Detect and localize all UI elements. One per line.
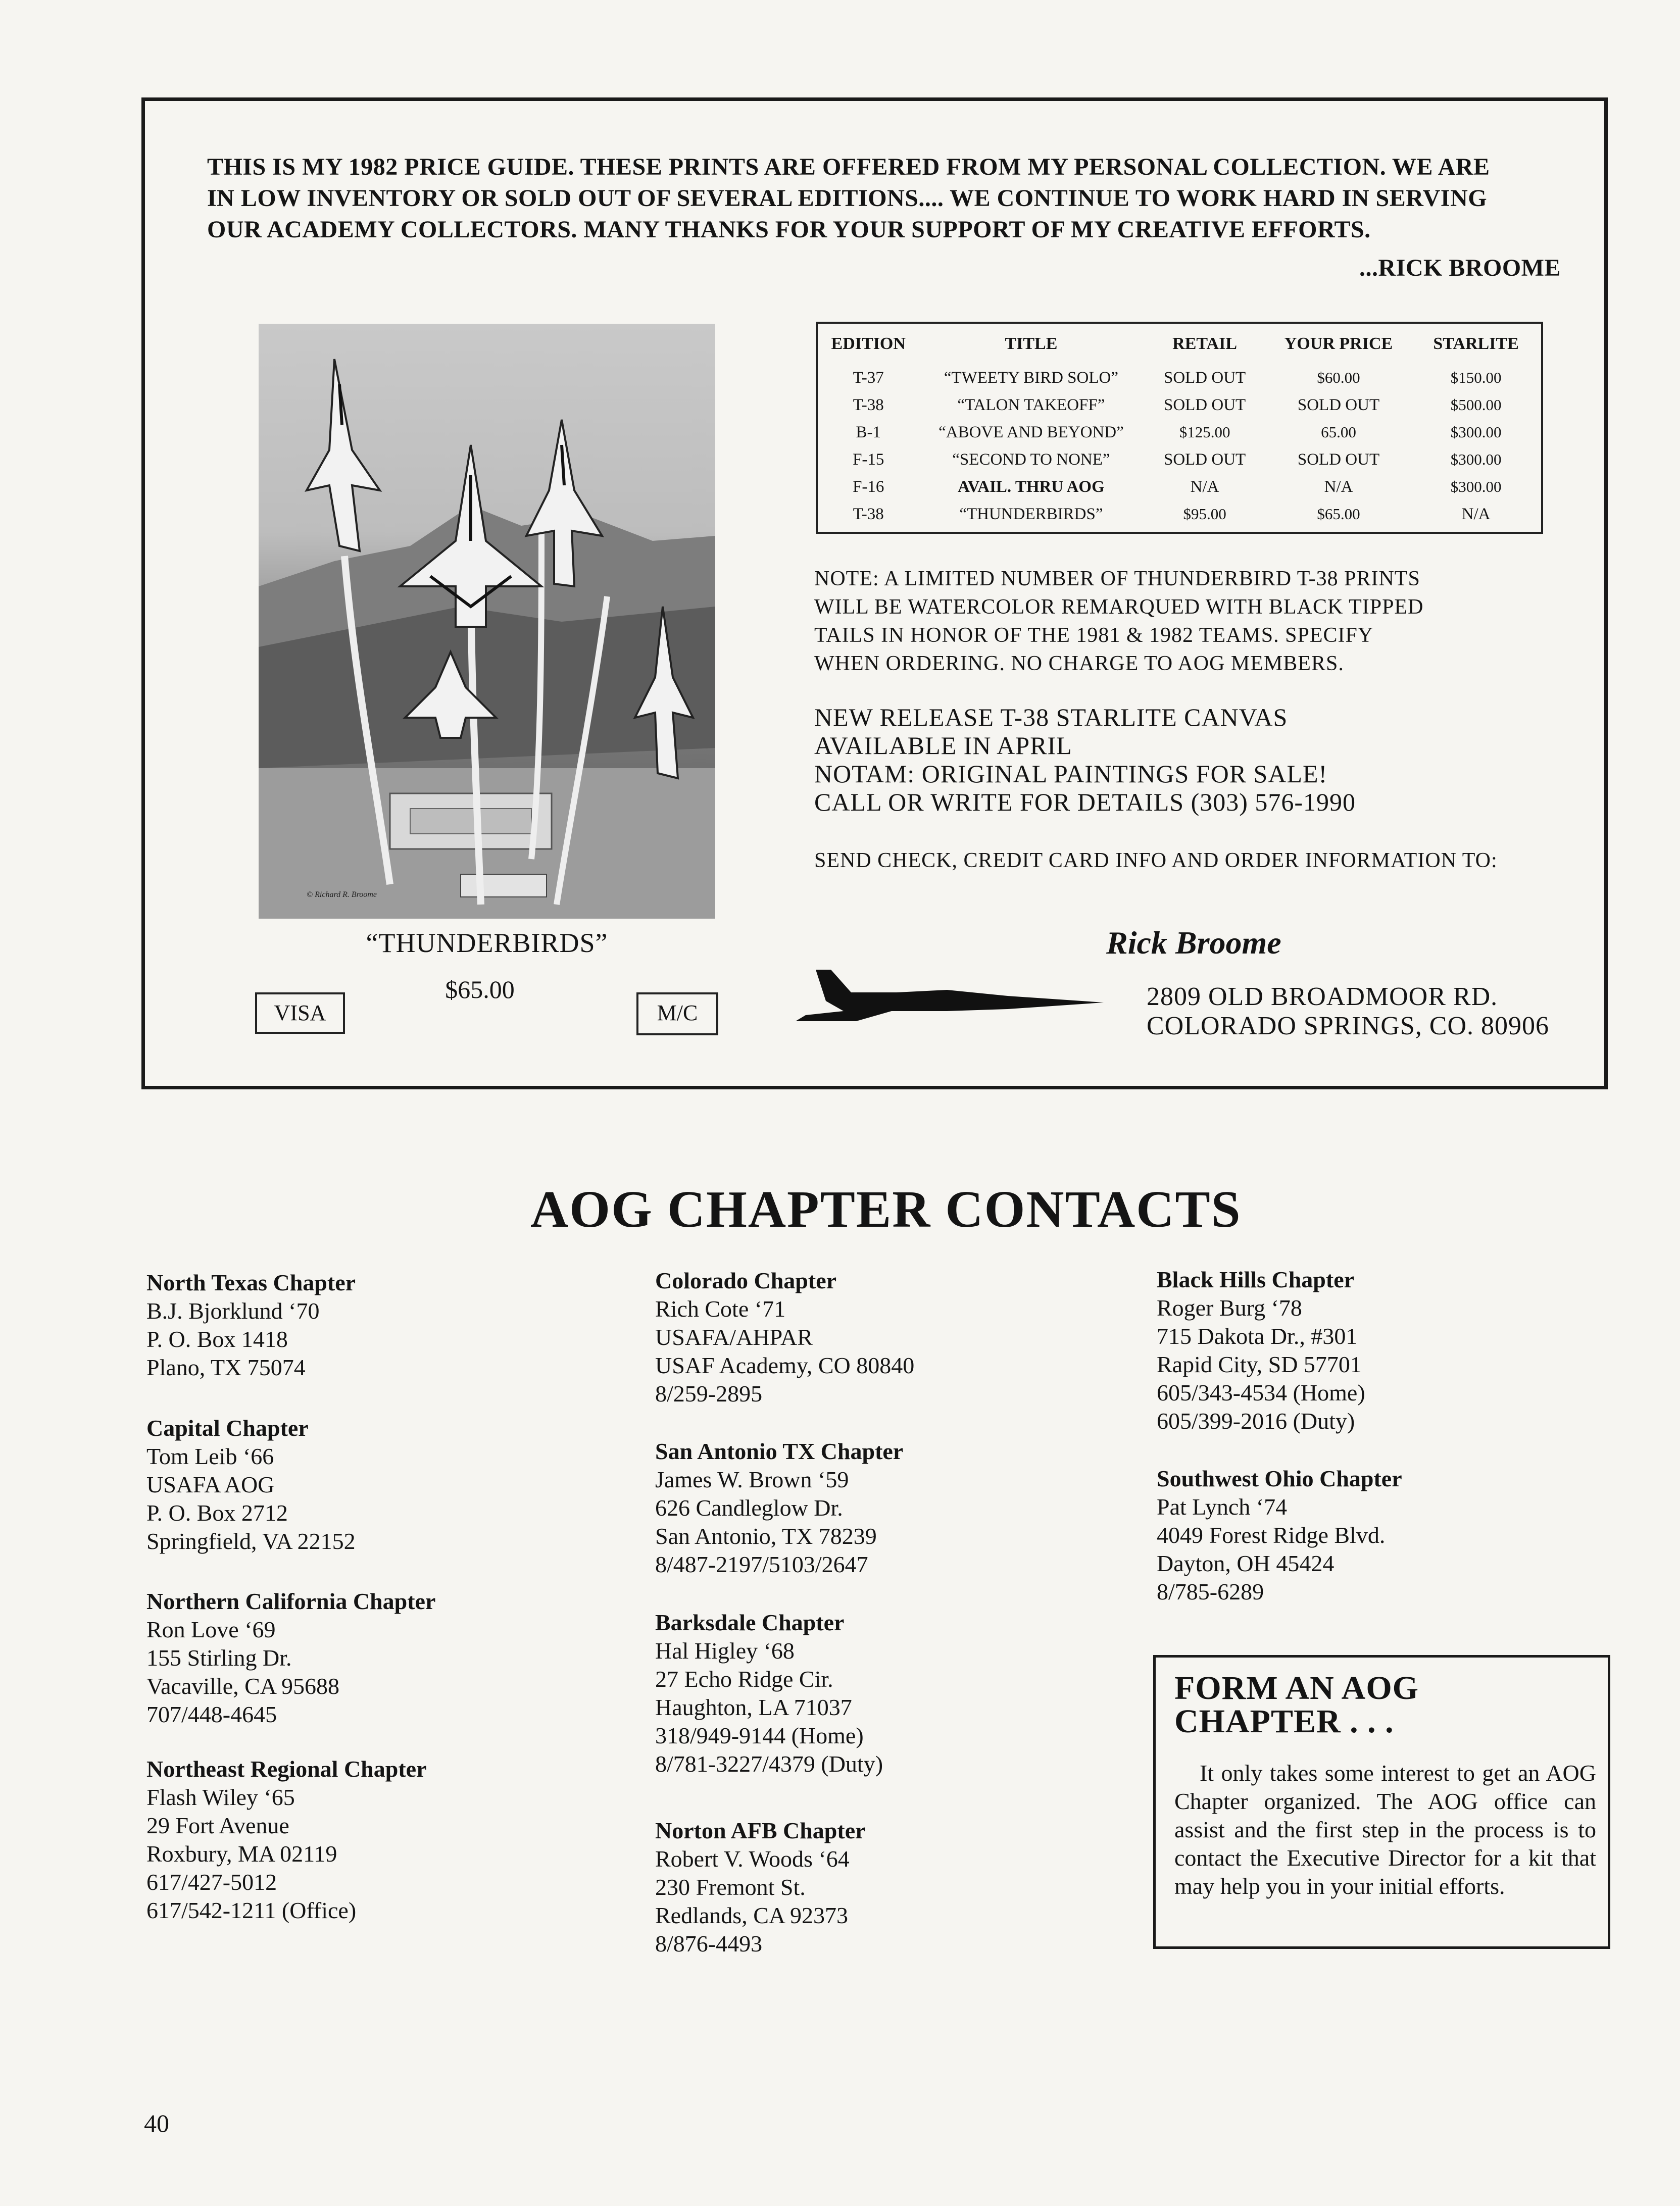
table-cell: N/A	[1324, 477, 1353, 496]
table-cell: $150.00	[1450, 369, 1502, 386]
chapter-san-antonio	[655, 1437, 1100, 1579]
table-cell: AVAIL. THRU AOG	[958, 477, 1105, 496]
table-row	[818, 391, 1541, 419]
table-header-row	[818, 324, 1541, 364]
note-line: TAILS IN HONOR OF THE 1981 & 1982 TEAMS. SPECIFY	[814, 624, 1374, 647]
chapter-line: USAFA AOG	[146, 1472, 275, 1497]
form-title-line: CHAPTER . . .	[1174, 1703, 1394, 1740]
chapter-line: Rich Cote ‘71	[655, 1296, 786, 1322]
print-title: “THUNDERBIRDS”	[366, 928, 608, 958]
chapter-line: USAFA/AHPAR	[655, 1324, 813, 1350]
column-header: YOUR PRICE	[1284, 334, 1393, 353]
address-line: 2809 OLD BROADMOOR RD.	[1147, 982, 1498, 1011]
table-cell: SOLD OUT	[1297, 450, 1380, 469]
table-cell: “THUNDERBIRDS”	[959, 505, 1103, 523]
artwork-signature: © Richard R. Broome	[307, 890, 377, 899]
page-title: AOG CHAPTER CONTACTS	[530, 1180, 1242, 1238]
table-cell: SOLD OUT	[1163, 450, 1246, 469]
chapter-line: Roxbury, MA 02119	[146, 1841, 337, 1867]
chapter-line: 155 Stirling Dr.	[146, 1645, 292, 1671]
chapter-line: James W. Brown ‘59	[655, 1467, 849, 1492]
signoff: ...RICK BROOME	[1359, 255, 1561, 281]
intro-line: THIS IS MY 1982 PRICE GUIDE. THESE PRINTS ARE OFFERED FROM MY PERSONAL COLLECTION. WE ARE	[207, 154, 1490, 180]
chapter-line: 29 Fort Avenue	[146, 1813, 289, 1838]
chapter-line: USAF Academy, CO 80840	[655, 1352, 915, 1378]
table-cell: T-38	[853, 505, 884, 523]
note-line: WILL BE WATERCOLOR REMARQUED WITH BLACK TIPPED	[814, 595, 1424, 619]
column-header: EDITION	[831, 334, 906, 353]
column-header: RETAIL	[1172, 334, 1238, 353]
chapter-line: 230 Fremont St.	[655, 1874, 806, 1900]
chapter-line: Redlands, CA 92373	[655, 1902, 849, 1928]
release-line: CALL OR WRITE FOR DETAILS (303) 576-1990	[814, 788, 1356, 816]
chapter-name: North Texas Chapter	[146, 1270, 356, 1295]
chapter-name: Northern California Chapter	[146, 1588, 436, 1614]
visa-box: VISA	[255, 992, 345, 1034]
chapter-name: Colorado Chapter	[655, 1268, 837, 1293]
table-row	[818, 419, 1541, 446]
release-line: NEW RELEASE T-38 STARLITE CANVAS	[814, 703, 1288, 731]
chapter-northern-california	[146, 1587, 591, 1729]
release-line: NOTAM: ORIGINAL PAINTINGS FOR SALE!	[814, 760, 1328, 788]
chapter-line: Flash Wiley ‘65	[146, 1784, 295, 1810]
chapter-line: 8/876-4493	[655, 1931, 763, 1957]
mastercard-box: M/C	[636, 992, 718, 1035]
chapter-north-texas	[146, 1269, 591, 1382]
chapter-black-hills	[1157, 1266, 1601, 1435]
page-number: 40	[144, 2109, 169, 2137]
form-chapter-body: It only takes some interest to get an AOG Chapter organized. The AOG office can assist and the first step in the process is to contact the Executive Director for a kit that may help you in your initial efforts.	[1174, 1760, 1596, 1899]
table-cell: N/A	[1461, 505, 1491, 523]
thunderbirds-artwork	[259, 324, 715, 919]
chapter-line: Plano, TX 75074	[146, 1355, 306, 1380]
table-cell: T-37	[853, 368, 884, 387]
table-cell: SOLD OUT	[1163, 368, 1246, 387]
new-release-notice	[814, 703, 1356, 816]
chapter-line: 605/343-4534 (Home)	[1157, 1380, 1365, 1406]
table-cell: $65.00	[1317, 505, 1360, 523]
table-cell: F-16	[853, 477, 884, 496]
table-cell: “TWEETY BIRD SOLO”	[944, 368, 1119, 387]
table-row	[818, 446, 1541, 473]
chapter-line: Springfield, VA 22152	[146, 1528, 356, 1554]
chapter-line: P. O. Box 2712	[146, 1500, 288, 1526]
chapter-line: Ron Love ‘69	[146, 1617, 276, 1642]
chapter-name: Black Hills Chapter	[1157, 1267, 1355, 1292]
form-chapter-title	[1174, 1672, 1599, 1738]
chapter-name: Capital Chapter	[146, 1415, 309, 1441]
jets-illustration	[259, 324, 715, 919]
price-table	[816, 322, 1543, 534]
intro-line: IN LOW INVENTORY OR SOLD OUT OF SEVERAL EDITIONS.... WE CONTINUE TO WORK HARD IN SERVING	[207, 185, 1488, 212]
jet-silhouette-icon	[796, 965, 1109, 1035]
table-cell: “ABOVE AND BEYOND”	[938, 423, 1124, 441]
chapter-line: Tom Leib ‘66	[146, 1443, 274, 1469]
table-cell: 65.00	[1321, 423, 1356, 441]
table-row	[818, 500, 1541, 528]
ad-intro	[207, 152, 1561, 284]
chapter-name: Barksdale Chapter	[655, 1610, 845, 1635]
table-row	[818, 364, 1541, 391]
chapter-line: Dayton, OH 45424	[1157, 1550, 1335, 1576]
table-cell: $300.00	[1450, 478, 1502, 495]
chapter-name: San Antonio TX Chapter	[655, 1438, 904, 1464]
table-cell: N/A	[1190, 477, 1219, 496]
chapter-line: 27 Echo Ridge Cir.	[655, 1666, 833, 1692]
table-cell: $300.00	[1450, 423, 1502, 441]
form-title-line: FORM AN AOG	[1174, 1670, 1419, 1707]
chapter-line: Haughton, LA 71037	[655, 1694, 852, 1720]
chapter-line: San Antonio, TX 78239	[655, 1523, 877, 1549]
chapter-line: B.J. Bjorklund ‘70	[146, 1298, 320, 1324]
chapter-name: Southwest Ohio Chapter	[1157, 1466, 1402, 1491]
chapter-line: 8/259-2895	[655, 1381, 763, 1407]
intro-line: OUR ACADEMY COLLECTORS. MANY THANKS FOR YOUR SUPPORT OF MY CREATIVE EFFORTS.	[207, 216, 1371, 243]
table-cell: SOLD OUT	[1163, 395, 1246, 414]
print-price: $65.00	[445, 975, 515, 1004]
chapter-line: Roger Burg ‘78	[1157, 1295, 1302, 1321]
table-cell: $500.00	[1450, 396, 1502, 414]
table-cell: $300.00	[1450, 450, 1502, 468]
table-cell: B-1	[856, 423, 881, 441]
chapter-line: 318/949-9144 (Home)	[655, 1723, 864, 1748]
chapter-line: Hal Higley ‘68	[655, 1638, 795, 1664]
chapter-name: Northeast Regional Chapter	[146, 1756, 427, 1782]
chapter-name: Norton AFB Chapter	[655, 1818, 866, 1843]
address-line: COLORADO SPRINGS, CO. 80906	[1147, 1012, 1549, 1040]
column-header: TITLE	[1005, 334, 1058, 353]
chapter-line: 8/785-6289	[1157, 1579, 1264, 1605]
table-cell: “SECOND TO NONE”	[952, 450, 1110, 469]
note-line: NOTE: A LIMITED NUMBER OF THUNDERBIRD T-38 PRINTS	[814, 567, 1420, 590]
table-cell: SOLD OUT	[1297, 395, 1380, 414]
chapter-line: 4049 Forest Ridge Blvd.	[1157, 1522, 1386, 1548]
chapter-capital	[146, 1414, 591, 1556]
chapter-line: P. O. Box 1418	[146, 1326, 288, 1352]
column-header: STARLITE	[1433, 334, 1519, 353]
chapter-line: 617/427-5012	[146, 1869, 277, 1895]
chapter-colorado	[655, 1267, 1100, 1408]
chapter-line: 707/448-4645	[146, 1701, 277, 1727]
chapter-norton-afb	[655, 1817, 1100, 1958]
chapter-barksdale	[655, 1609, 1100, 1778]
chapter-line: 715 Dakota Dr., #301	[1157, 1323, 1358, 1349]
chapter-line: 8/487-2197/5103/2647	[655, 1551, 868, 1577]
chapter-line: Vacaville, CA 95688	[146, 1673, 339, 1699]
release-line: AVAILABLE IN APRIL	[814, 731, 1072, 760]
chapter-northeast-regional	[146, 1755, 591, 1925]
rick-broome-signature: Rick Broome	[1106, 925, 1281, 961]
chapter-line: 8/781-3227/4379 (Duty)	[655, 1751, 883, 1777]
chapter-line: Pat Lynch ‘74	[1157, 1494, 1288, 1520]
table-cell: “TALON TAKEOFF”	[957, 395, 1105, 414]
chapter-line: Rapid City, SD 57701	[1157, 1351, 1362, 1377]
send-instructions: SEND CHECK, CREDIT CARD INFO AND ORDER INFORMATION TO:	[814, 849, 1498, 872]
table-row	[818, 473, 1541, 500]
chapter-southwest-ohio	[1157, 1465, 1601, 1606]
chapter-line: 626 Candleglow Dr.	[655, 1495, 843, 1521]
table-cell: $60.00	[1317, 369, 1360, 386]
chapter-line: Robert V. Woods ‘64	[655, 1846, 850, 1872]
thunderbird-note	[814, 565, 1423, 678]
table-cell: F-15	[853, 450, 884, 469]
table-cell: $125.00	[1179, 423, 1230, 441]
table-cell: T-38	[853, 395, 884, 414]
mailing-address	[1147, 982, 1549, 1041]
table-cell: $95.00	[1183, 505, 1226, 523]
note-line: WHEN ORDERING. NO CHARGE TO AOG MEMBERS.	[814, 652, 1344, 675]
chapter-line: 605/399-2016 (Duty)	[1157, 1408, 1355, 1434]
chapter-line: 617/542-1211 (Office)	[146, 1897, 357, 1923]
